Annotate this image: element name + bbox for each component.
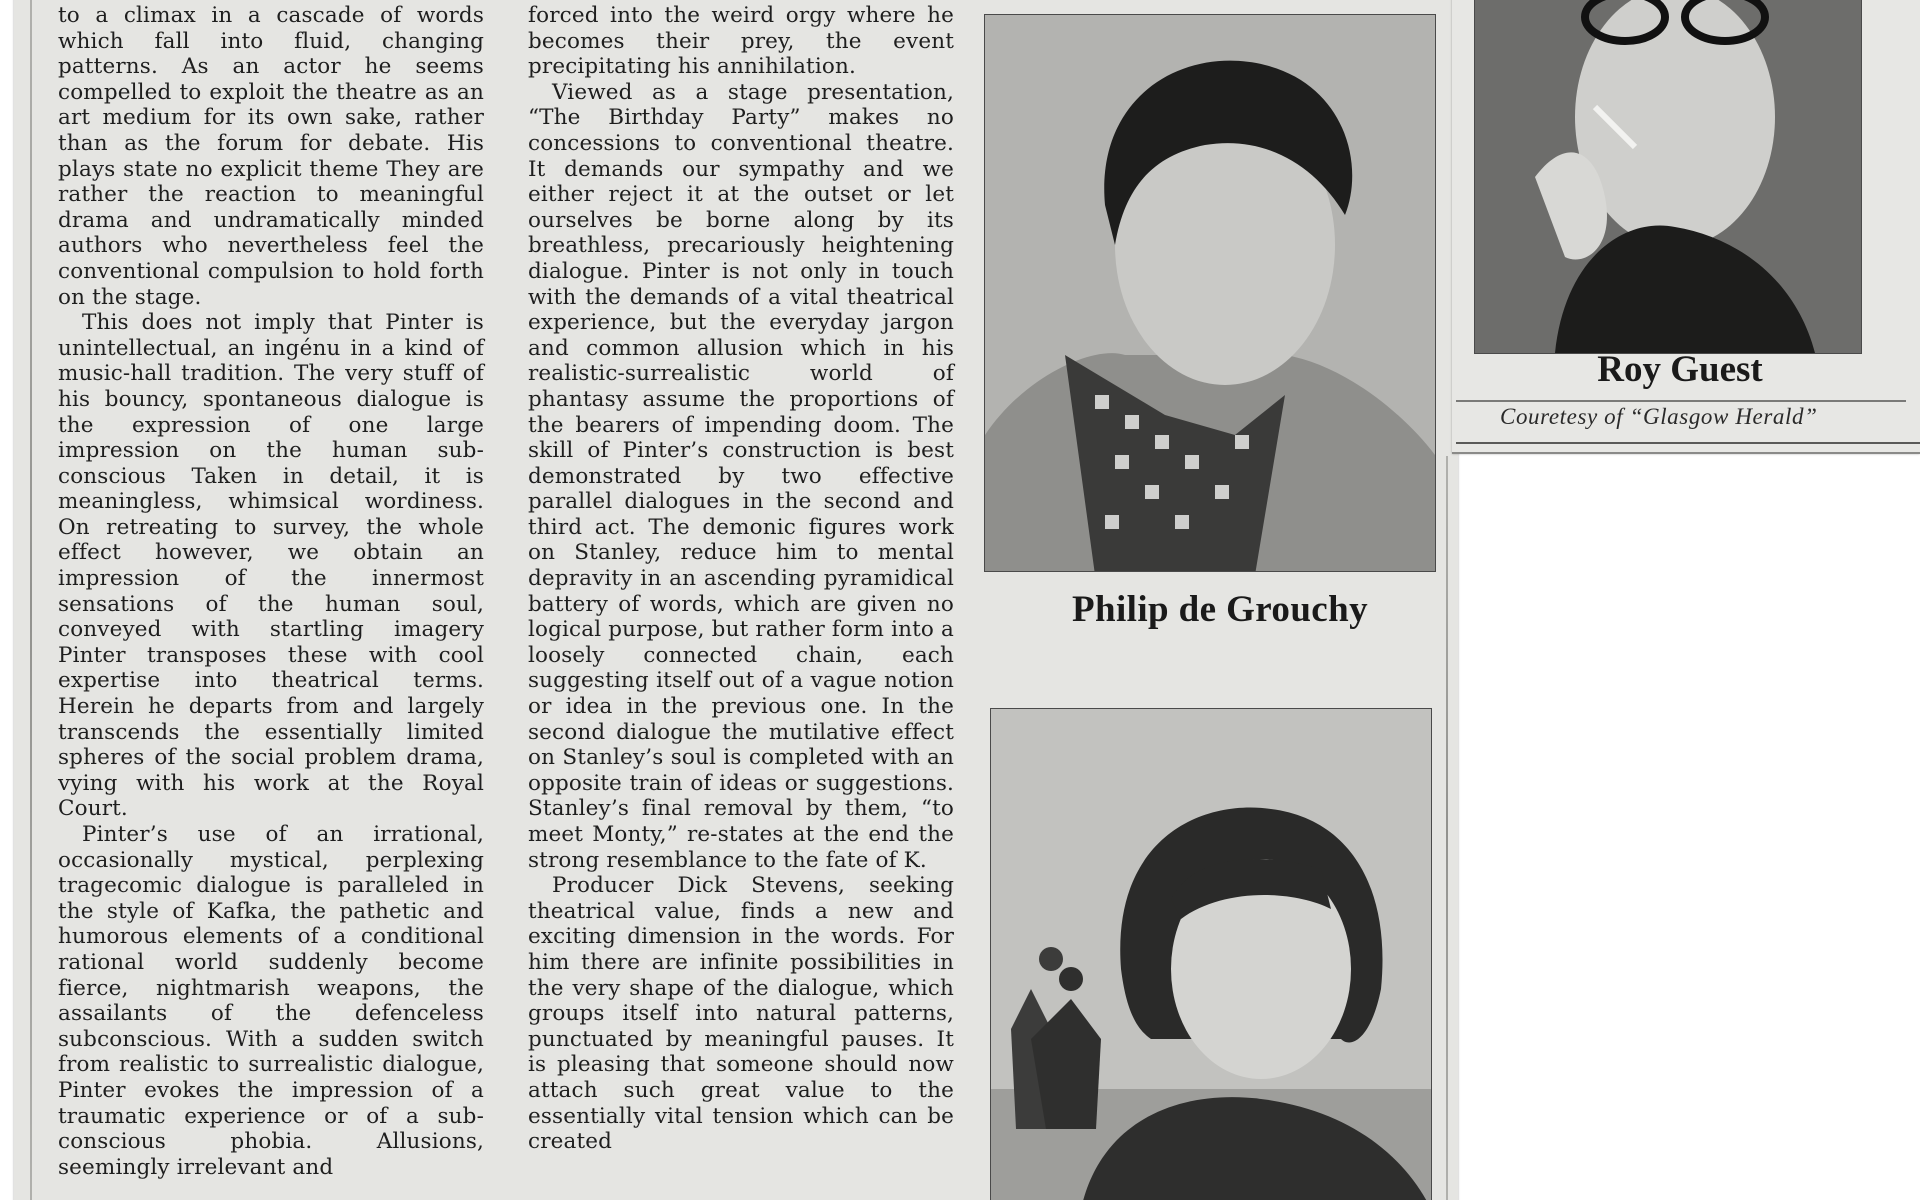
caption-philip-de-grouchy: Philip de Grouchy bbox=[1071, 589, 1368, 630]
paragraph: Pinter’s use of an irrational, occasionally mystical, perplexing tragecomic dialogue is paralleled in the style of Kafka, the pathetic and humorous elements of a conditional rational world suddenly become fierce, nightmarish weapons, the assailants of the defenceless subconscious. With a sudden switch from realistic to surrealistic dialogue, Pinter evokes the impression of a traumatic experience or of a sub-conscious phobia. Allusions, seemingly irrelevant and bbox=[58, 822, 484, 1180]
caption-rule bbox=[1456, 400, 1906, 402]
portrait-illustration bbox=[985, 15, 1435, 571]
portrait-illustration bbox=[1475, 0, 1861, 353]
paragraph: to a climax in a cascade of words which fall into fluid, changing patterns. As an actor he seems compelled to exploit the theatre as an art medium for its own sake, rather than as the forum for debate. His plays state no explicit theme They are rather the reaction to meaningful drama and undramatically minded authors who nevertheless feel the conventional compulsion to hold forth on the stage. bbox=[58, 3, 484, 310]
article-column-1 bbox=[58, 3, 484, 1180]
paragraph: Producer Dick Stevens, seeking theatrical value, finds a new and exciting dimension in the words. For him there are infinite possibilities in the very shape of the dialogue, which groups itself into natural patterns, punctuated by meaningful pauses. It is pleasing that someone should now attach such great value to the essentially vital tension which can be created bbox=[528, 873, 954, 1155]
article-column-2 bbox=[528, 3, 954, 1155]
photo-credit: Couretesy of “Glasgow Herald” bbox=[1500, 404, 1818, 429]
caption-roy-guest: Roy Guest bbox=[1597, 349, 1763, 390]
photo-woman bbox=[990, 708, 1432, 1200]
paragraph: forced into the weird orgy where he becomes their prey, the event precipitating his annihilation. bbox=[528, 3, 954, 80]
caption-rule-bottom bbox=[1456, 442, 1920, 444]
photo-philip-de-grouchy bbox=[984, 14, 1436, 572]
fold-line-left bbox=[30, 0, 32, 1200]
paragraph: Viewed as a stage presentation, “The Birthday Party” makes no concessions to conventional theatre. It demands our sympathy and we either reject it at the outset or let ourselves be borne along by its breathless, precariously heightening dialogue. Pinter is not only in touch with the demands of a vital theatrical experience, but the everyday jargon and common allusion which in his realistic-surrealistic world of phantasy assume the proportions of the bearers of impending doom. The skill of Pinter’s construction is best demonstrated by two effective parallel dialogues in the second and third act. The demonic figures work on Stanley, reduce him to mental depravity in an ascending pyramidical battery of words, which are given no logical purpose, but rather form into a loosely connected chain, each suggesting itself out of a vague notion or idea in the previous one. In the second dialogue the mutilative effect on Stanley’s soul is completed with an opposite train of ideas or suggestions. Stanley’s final removal by them, “to meet Monty,” re-states at the end the strong resemblance to the fate of K. bbox=[528, 79, 954, 873]
paragraph: This does not imply that Pinter is unintellectual, an ingénu in a kind of music-hall tradition. The very stuff of his bouncy, spontaneous dialogue is the expression of one large impression on the human sub-conscious Taken in detail, it is meaningless, whimsical wordiness. On retreating to survey, the whole effect however, we obtain an impression of the innermost sensations of the human soul, conveyed with startling imagery Pinter transposes these with cool expertise into theatrical terms. Herein he departs from and largely transcends the essentially limited spheres of the social problem drama, vying with his work at the Royal Court. bbox=[58, 310, 484, 822]
photo-roy-guest bbox=[1474, 0, 1862, 354]
fold-line-right bbox=[1446, 456, 1448, 1200]
portrait-illustration bbox=[991, 709, 1431, 1200]
